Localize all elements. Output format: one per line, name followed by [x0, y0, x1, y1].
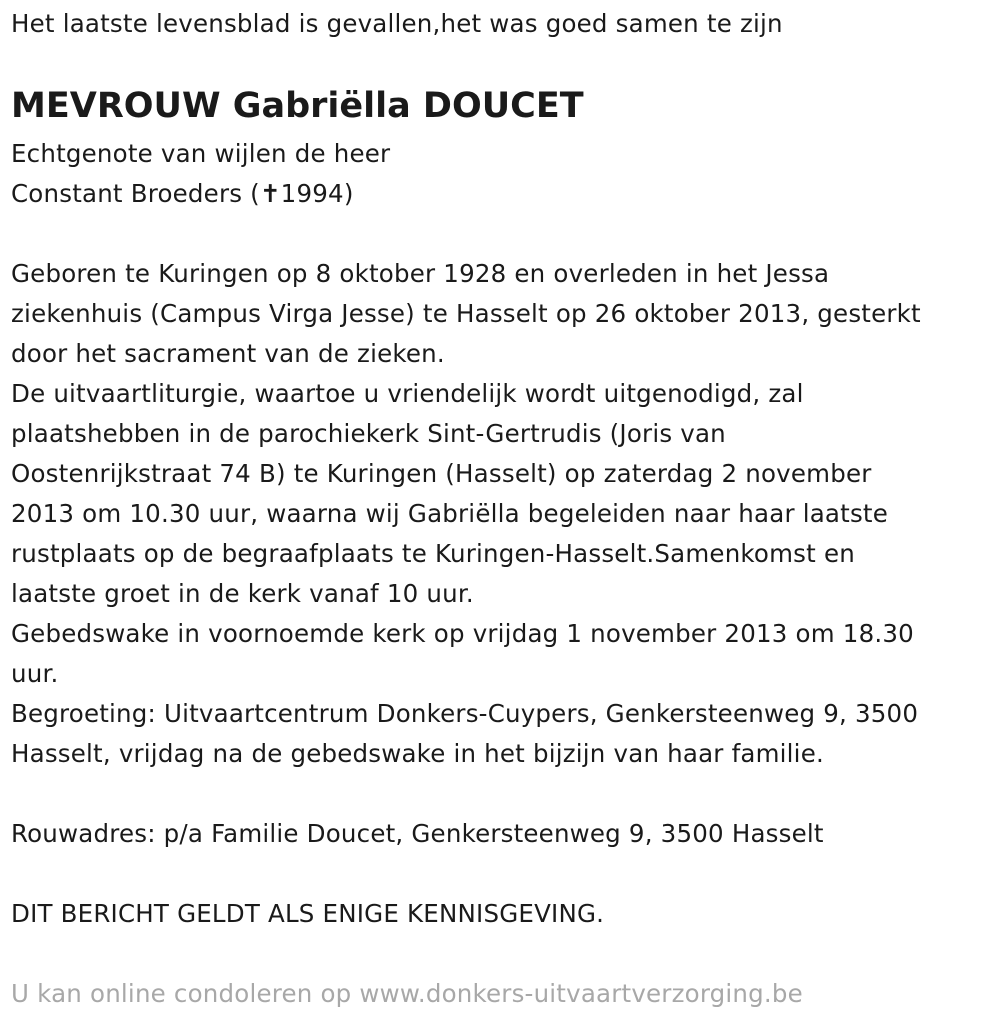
body-line: Geboren te Kuringen op 8 oktober 1928 en overleden in het Jessa [11, 259, 830, 288]
condolence-link[interactable]: U kan online condoleren op www.donkers-uitvaartverzorging.be [11, 979, 803, 1008]
body-line: laatste groet in de kerk vanaf 10 uur. [11, 579, 474, 608]
body-line: plaatshebben in de parochiekerk Sint-Gertrudis (Joris van [11, 419, 726, 448]
body-line: Gebedswake in voornoemde kerk op vrijdag 1 november 2013 om 18.30 [11, 619, 914, 648]
motto-text: Het laatste levensblad is gevallen,het was goed samen te zijn [11, 9, 783, 38]
body-line: uur. [11, 659, 59, 688]
mourning-address: Rouwadres: p/a Familie Doucet, Genkersteenweg 9, 3500 Hasselt [11, 819, 824, 848]
body-line: door het sacrament van de zieken. [11, 339, 445, 368]
notice-statement: DIT BERICHT GELDT ALS ENIGE KENNISGEVING. [11, 899, 605, 928]
body-line: rustplaats op de begraafplaats te Kuringen-Hasselt.Samenkomst en [11, 539, 855, 568]
body-line: De uitvaartliturgie, waartoe u vriendelijk wordt uitgenodigd, zal [11, 379, 804, 408]
body-line: Oostenrijkstraat 74 B) te Kuringen (Hasselt) op zaterdag 2 november [11, 459, 872, 488]
spouse-line: Constant Broeders (✝1994) [11, 179, 354, 208]
spouse-line: Echtgenote van wijlen de heer [11, 139, 391, 168]
body-line: 2013 om 10.30 uur, waarna wij Gabriëlla begeleiden naar haar laatste [11, 499, 888, 528]
body-line: ziekenhuis (Campus Virga Jesse) te Hasselt op 26 oktober 2013, gesterkt [11, 299, 921, 328]
deceased-name: MEVROUW Gabriëlla DOUCET [11, 86, 584, 126]
body-line: Hasselt, vrijdag na de gebedswake in het bijzijn van haar familie. [11, 739, 824, 768]
body-line: Begroeting: Uitvaartcentrum Donkers-Cuypers, Genkersteenweg 9, 3500 [11, 699, 919, 728]
